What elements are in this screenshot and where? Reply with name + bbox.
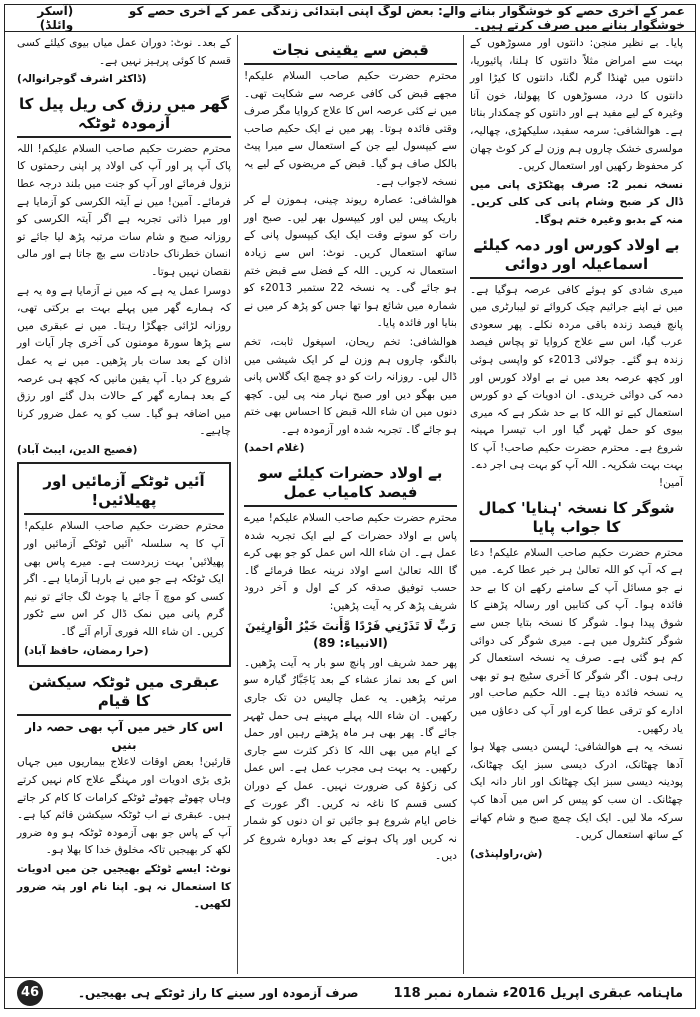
- article-heading: قبض سے یقینی نجات: [244, 39, 457, 65]
- paragraph: محترم حضرت حکیم صاحب السلام علیکم! دعا ہے کہ آپ کو اللہ تعالیٰ ہر خیر عطا کرے۔ میں نے جو مسائل آپ کے سامنے رکھے ان کا بے حد فائدہ ہوا۔ آپ کی کتابیں اور رسالہ پڑھنے کا شوق پیدا ہوا۔ شوگر کا نسخہ بتایا جس سے شوگر کنٹرول میں ہے۔ میری شوگر کی دوائی کم ہو گئی ہے۔ صرف یہ نسخہ استعمال کر رہی ہوں۔ اگر شوگر کا آخری سٹیج ہو تو بھی یہ نسخہ فائدہ دیتا ہے۔ اللہ حکیم صاحب اور ادارے کو ترقی عطا کرے اور آپ کی دعاؤں میں یاد رکھیں۔: [470, 546, 683, 735]
- note: نوٹ: ایسے ٹوٹکے بھیجیں جن میں ادویات کا استعمال نہ ہو۔ اپنا نام اور پتہ ضرور لکھیں۔: [17, 862, 231, 911]
- paragraph: محترم حضرت حکیم صاحب السلام علیکم! میرے پاس بے اولاد حضرات کے لیے ایک تجربہ شدہ عمل ہے۔ ان شاء اللہ اس عمل کو جو بھی کرے گا اللہ تعالیٰ اسے اولاد نرینہ عطا فرمائے گا۔ حسب توفیق صدقہ کر کے اول و آخر درود شریف پڑھ کر یہ آیت پڑھیں:: [244, 512, 457, 613]
- magazine-issue: ماہنامہ عبقری اپریل 2016ء شمارہ نمبر 118: [393, 985, 683, 1001]
- call-to-action: صرف آزمودہ اور سینے کا راز ٹوٹکے ہی بھیجیں۔: [78, 986, 359, 1000]
- paragraph: ھوالشافی: عصارہ ریوند چینی، ہموزن لے کر باریک پیس لیں اور کیپسول بھر لیں۔ صبح اور رات کو سوتے وقت ایک ایک کیپسول پانی کے ساتھ استعمال کریں۔ نوٹ: اس سے زیادہ استعمال نہ کریں۔ اللہ کے فضل سے قبض ختم ہو جائے گی۔ یہ نسخہ 22 ستمبر 2013ء کو شمارہ میں شائع ہوا تھا جس کو پڑھ کر میں نے بنایا اور فائدہ پایا۔: [244, 194, 457, 330]
- article-heading: گھر میں رزق کی ریل پیل کا آزمودہ ٹوٹکہ: [17, 93, 231, 138]
- column-right: [463, 35, 689, 974]
- column-middle: [237, 35, 463, 974]
- header-epigraph: عمر کے آخری حصے کو خوشگوار بنانے والے: بعض لوگ اپنی ابتدائی زندگی عمر کے آخری حصے کو خوشگوار بنانے میں صرف کرتے ہیں۔: [128, 4, 685, 32]
- author-signature: (ش،راولپنڈی): [470, 847, 543, 860]
- header-attribution: (آسکر وائلڈ): [37, 4, 74, 32]
- author-signature: (فصیح الدین، ایبٹ آباد): [17, 443, 138, 456]
- paragraph: محترم حضرت حکیم صاحب السلام علیکم! مجھے قبض کی کافی عرصہ سے شکایت تھی۔ میں نے کئی عرصہ اس کا علاج کروایا مگر صرف وقتی فائدہ ہوتا۔ پھر میں نے ایک حکیم صاحب سے کیپسول لیے جن کے استعمال سے میرا پیٹ بالکل صاف ہو گیا۔ قبض کے مریضوں کے لیے یہ نسخہ لاجواب ہے۔: [244, 70, 457, 188]
- paragraph: میری شادی کو ہوئے کافی عرصہ ہوگیا ہے۔ میں نے اپنے جراثیم چیک کروائے تو لیبارٹری میں پانچ فیصد زندہ باقی مردہ نکلے۔ پھر سعودی عرب گیا، اس سے علاج کروایا تو پچاس فیصد زندہ ہو گئے۔ جولائی 2013ء کو واپسی ہوئی اور کچھ عرصہ بعد میں نے بے اولاد کورس اور دمہ کی دوائی خریدی۔ ان ادویات کے دو کورس استعمال کیے تو اللہ کا بے حد شکر ہے کہ میری بیوی کو حمل ٹھہر گیا اور اب تیسرا مہینہ شروع ہے۔ محترم حضرت حکیم صاحب! آپ کا بہت بہت شکریہ۔ اللہ آپ کو بہت ہی اجر دے۔ آمین!: [470, 283, 683, 490]
- magazine-page: [4, 4, 696, 1009]
- article-heading: شوگر کا نسخہ 'ہنایا' کمال کا جواب پایا: [470, 497, 683, 542]
- subheading: اس کار خیر میں آپ بھی حصہ دار بنیں: [25, 720, 223, 752]
- columns: [11, 35, 689, 974]
- header-bar: [5, 5, 695, 32]
- article-heading: بے اولاد کورس اور دمہ کیلئے اسماعیلہ اور دوائی: [470, 234, 683, 279]
- paragraph: پایا۔ بے نظیر منجن: دانتوں اور مسوڑھوں کے بہت سے امراض مثلاً دانتوں کا ہلنا، پائیوریا، دانتوں میں ٹھنڈا گرم لگنا، دانتوں کا کیڑا اور دانتوں کا درد، مسوڑھوں کا پھولنا، خون آنا وغیرہ کے لیے مفید ہے اور دانتوں کو چمکدار بناتا ہے۔ ھوالشافی: سرمہ سفید، سلیکھڑی، چھالیہ، مولسری خشک چاروں ہم وزن لے کر کوٹ چھان کر محفوظ رکھیں اور استعمال کریں۔: [470, 37, 683, 173]
- article-heading: عبقری میں ٹوٹکہ سیکشن کا قیام: [17, 671, 231, 716]
- paragraph: دوسرا عمل یہ ہے کہ میں نے آزمایا ہے وہ یہ ہے کہ ہمارے گھر میں پہلے بہت بے برکتی تھی، روزانہ لڑائی جھگڑا رہتا۔ میں نے عبقری میں سے پڑھا سورۃ مومنون کی آخری چار آیات اور اذان کے بعد سات بار پڑھیں۔ میں نے یہ عمل شروع کر دیا۔ آپ یقین مانیں کہ کچھ ہی عرصہ کے بعد ہمارے گھر کے حالات بدل گئے اور رزق میں اضافہ ہو گیا۔ سب کو یہ عمل ضرور کرنا چاہیے۔: [17, 284, 231, 438]
- article-heading: آئیں ٹوٹکے آزمائیں اور پھیلائیں!: [24, 470, 224, 515]
- paragraph: کے بعد۔ نوٹ: دوران عمل میاں بیوی کیلئے کسی قسم کا کوئی پرہیز نہیں ہے۔: [17, 37, 231, 67]
- page-number: 46: [17, 980, 43, 1006]
- paragraph: محترم حضرت حکیم صاحب السلام علیکم! آپ کا یہ سلسلہ 'آئیں ٹوٹکے آزمائیں اور پھیلائیں' بہت زبردست ہے۔ میرے پاس بھی ایک ٹوٹکہ ہے جو میں نے بارہا آزمایا ہے۔ اگر کسی کو موچ آ جائے یا چوٹ لگ جائے تو نیم گرم پانی میں نمک ڈال کر اس سے ٹکور کریں۔ ان شاء اللہ فوری آرام آئے گا۔: [24, 520, 224, 639]
- paragraph: محترم حضرت حکیم صاحب السلام علیکم! اللہ پاک آپ پر اور آپ کی اولاد پر اپنی رحمتوں کا نزول فرمائے اور آپ کو جنت میں بلند درجہ عطا فرمائے۔ آمین! میں نے آیتہ الکرسی کو آزمایا ہے اور میرا ذاتی تجربہ ہے اگر آیتہ الکرسی کو روزانہ صبح و شام سات مرتبہ پڑھ لیا جائے تو انسان خطرناک حادثات سے بچ جاتا ہے اور مالی نقصان نہیں ہوتا۔: [17, 142, 231, 278]
- footer-bar: [5, 977, 695, 1008]
- paragraph: ھوالشافی: تخم ریحان، اسپغول ثابت، تخم بالنگو، چاروں ہم وزن لے کر ایک شیشی میں ڈال لیں۔ روزانہ رات کو دو چمچ ایک گلاس پانی میں بھگو دیں اور صبح نہار منہ پی لیں۔ کچھ دنوں میں ان شاء اللہ قبض کا احساس بھی ختم ہو جائے گا۔ تجربہ شدہ اور آزمودہ ہے۔: [244, 335, 457, 436]
- author-signature: (غلام احمد): [244, 442, 305, 455]
- paragraph: نسخہ نمبر 2: صرف پھٹکڑی پانی میں ڈال کر ضبح وشام پانی کی کلی کریں۔ منہ کے بدبو وغیرہ ختم ہوگا۔: [470, 178, 683, 226]
- paragraph: پھر حمد شریف اور پانچ سو بار یہ آیت پڑھیں۔ اس کے بعد نماز عشاء کے بعد یَاجَبَّارُ گیارہ سو مرتبہ پڑھیں۔ یہ عمل چالیس دن تک جاری رکھیں۔ ان شاء اللہ پہلے مہینے ہی حمل ٹھہر جائے گا۔ پھر بھی ہر ماہ پڑھتے رہیں اور حمل کے ایام میں بھی اللہ کا ذکر کثرت سے جاری رکھیں۔ یہ بہت ہی مجرب عمل ہے۔ اس عمل کی زکوٰۃ کی ضرورت نہیں۔ عمل کے دوران کسی قسم کا ناغہ نہ کریں۔ اگر عورت کے خاص ایام شروع ہو جائیں تو ان دنوں کو شمار نہ کریں اور پاک ہونے کے بعد دوبارہ شروع کر دیں۔: [244, 656, 457, 863]
- column-left: [11, 35, 237, 974]
- paragraph: نسخہ یہ ہے ھوالشافی: لہسن دیسی چھلا ہوا آدھا چھٹانک، ادرک دیسی سبز ایک چھٹانک، پودینہ دیسی سبز ایک چھٹانک اور انار دانہ ایک چھٹانک۔ ان سب کو پیس کر اس میں آدھا کپ سرکہ ملا لیں۔ ایک ایک چمچ صبح و شام کھانے کے ساتھ استعمال کریں۔: [470, 741, 683, 842]
- verse-reference: (الانبیاء: 89): [313, 636, 388, 651]
- quran-verse: رَبِّ لَا تَذَرْنِي فَرْدًا وَّأَنتَ خَيْرُ الْوَارِثِينَ (الانبیاء: 89): [245, 618, 456, 651]
- paragraph: قارئین! بعض اوقات لاعلاج بیماریوں میں جہاں بڑی بڑی ادویات اور مہنگے علاج کام نہیں کرتے وہاں چھوٹے چھوٹے ٹوٹکے کرامات کا کام کر جاتے ہیں۔ عبقری نے اب ٹوٹکہ سیکشن قائم کیا ہے۔ آپ کے پاس جو بھی آزمودہ ٹوٹکہ ہو وہ ضرور لکھ کر بھیجیں تاکہ مخلوق خدا کا بھلا ہو۔: [17, 756, 231, 857]
- author-signature: (حرا رمضان، حافظ آباد): [24, 644, 149, 657]
- boxed-section: [17, 462, 231, 667]
- author-signature: (ڈاکٹر اشرف گوجرانوالہ): [17, 73, 147, 86]
- article-heading: بے اولاد حضرات کیلئے سو فیصد کامیاب عمل: [244, 462, 457, 507]
